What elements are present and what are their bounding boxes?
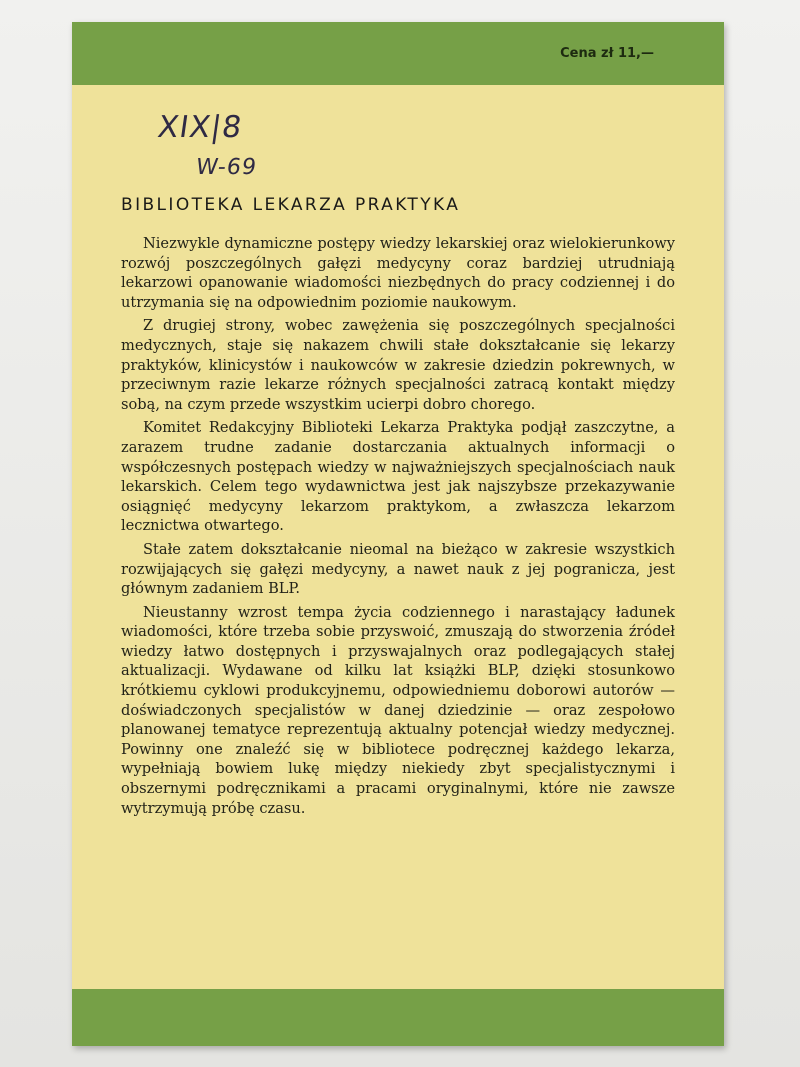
paragraph-4: Stałe zatem dokształcanie nieomal na bieżąco w zakresie wszystkich rozwijających się gałęzi medycyny, a nawet nauk z jej pogranicza, jest głównym zadaniem BLP. <box>121 540 675 598</box>
handwritten-shelf-mark: XIX|8 <box>155 110 245 145</box>
price-label: Cena zł 11,— <box>560 46 654 61</box>
description-text <box>121 234 675 822</box>
book-back-cover <box>72 22 724 1046</box>
paragraph-5: Nieustanny wzrost tempa życia codziennego i narastający ładunek wiadomości, które trzeba sobie przyswoić, zmuszają do stworzenia źródeł wiedzy łatwo dostępnych i przyswajalnych oraz podlegających stałej aktualizacji. Wydawane od kilku lat książki BLP, dzięki stosunkowo krótkiemu cyklowi produkcyjnemu, odpowiedniemu doborowi autorów — doświadczonych specjalistów w danej dziedzinie — oraz zespołowo planowanej tematyce reprezentują aktualny potencjał wiedzy medycznej. Powinny one znaleźć się w bibliotece podręcznej każdego lekarza, wypełniają bowiem lukę między niekiedy zbyt specjalistycznymi i obszernymi podręcznikami a pracami oryginalnymi, które nie zawsze wytrzymują próbę czasu. <box>121 603 675 817</box>
top-green-band <box>72 22 724 85</box>
paragraph-3: Komitet Redakcyjny Biblioteki Lekarza Praktyka podjął zaszczytne, a zarazem trudne zadanie dostarczania aktualnych informacji o współczesnych postępach wiedzy w najważniejszych specjalnościach nauk lekarskich. Celem tego wydawnictwa jest jak najszybsze przekazywanie osiągnięć medycyny lekarzom praktykom, a zwłaszcza lekarzom lecznictwa otwartego. <box>121 419 675 535</box>
bottom-green-band <box>72 989 724 1046</box>
handwritten-catalog-number: W-69 <box>194 155 259 180</box>
series-title: BIBLIOTEKA LEKARZA PRAKTYKA <box>121 195 461 215</box>
paragraph-2: Z drugiej strony, wobec zawężenia się poszczególnych specjalności medycznych, staje się nakazem chwili stałe dokształcanie się lekarzy praktyków, klinicystów i naukowców w zakresie dziedzin pokrewnych, w przeciwnym razie lekarze różnych specjalności zatracą kontakt między sobą, na czym przede wszystkim ucierpi dobro chorego. <box>121 317 675 413</box>
paragraph-1: Niezwykle dynamiczne postępy wiedzy lekarskiej oraz wielokierunkowy rozwój poszczególnych gałęzi medycyny coraz bardziej utrudniają lekarzowi opanowanie wiadomości niezbędnych do pracy codziennej i do utrzymania się na odpowiednim poziomie naukowym. <box>121 235 675 311</box>
